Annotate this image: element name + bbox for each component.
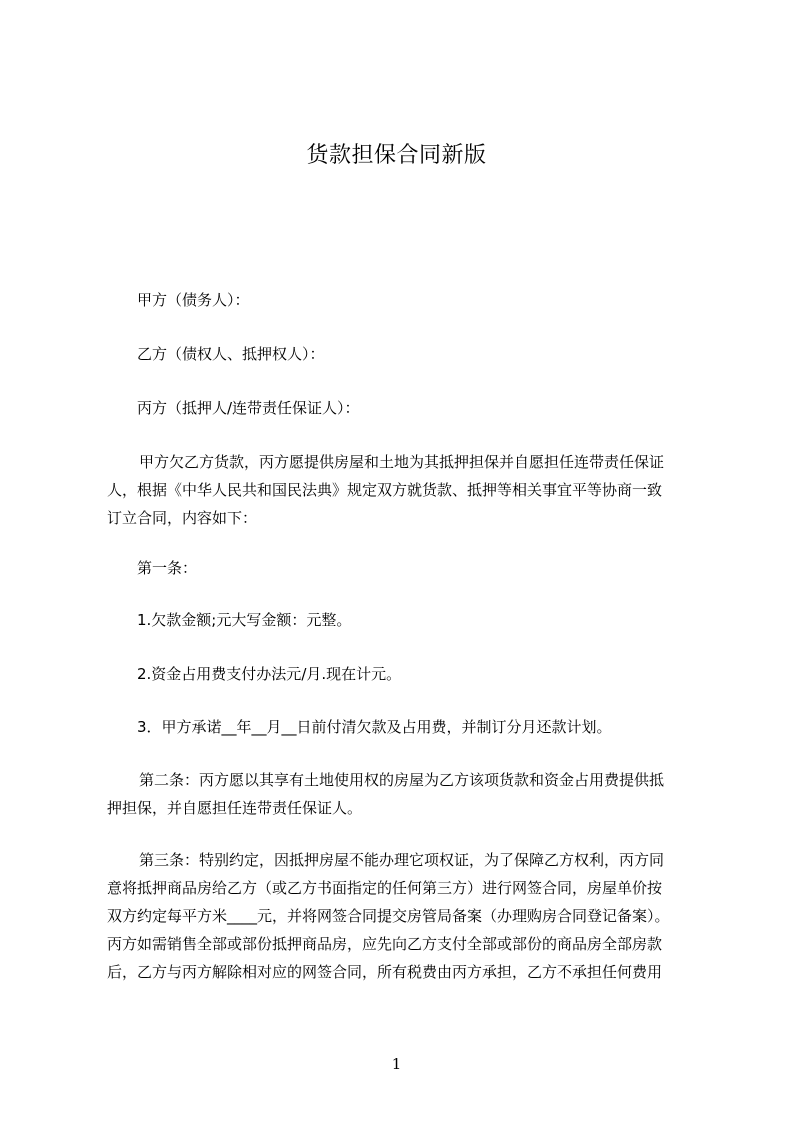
article-3-paragraph	[107, 846, 697, 986]
item-1-text: 1.欠款金额;元大写金额：元整。	[137, 611, 352, 629]
article-2-line-2: 押担保，并自愿担任连带责任保证人。	[107, 799, 363, 817]
party-a-line	[107, 286, 697, 314]
intro-line-1: 甲方欠乙方货款，丙方愿提供房屋和土地为其抵押担保并自愿担任连带责任保证	[139, 453, 665, 471]
article-2-paragraph	[107, 766, 697, 822]
document-title: 货款担保合同新版	[306, 143, 487, 168]
intro-paragraph	[107, 448, 697, 532]
article-1-heading-text: 第一条：	[137, 559, 198, 577]
article-3-line-1: 第三条：特别约定，因抵押房屋不能办理它项权证，为了保障乙方权利，丙方同	[139, 851, 665, 869]
intro-line-3: 订立合同，内容如下：	[107, 509, 258, 527]
party-b-line	[107, 340, 697, 368]
article-2-line-1: 第二条：丙方愿以其享有土地使用权的房屋为乙方该项货款和资金占用费提供抵	[139, 771, 665, 789]
intro-line-2: 人，根据《中华人民共和国民法典》规定双方就货款、抵押等相关事宜平等协商一致	[107, 481, 663, 499]
item-1	[107, 606, 697, 634]
item-2	[107, 660, 697, 688]
party-c-text: 丙方（抵押人/连带责任保证人）：	[137, 399, 360, 417]
party-a-text: 甲方（债务人）：	[137, 291, 250, 309]
article-1-heading	[107, 554, 697, 582]
page-number: 1	[391, 1055, 402, 1073]
article-3-line-5: 后，乙方与丙方解除相对应的网签合同，所有税费由丙方承担，乙方不承担任何费用	[107, 963, 663, 981]
article-3-line-3: 双方约定每平方米____元，并将网签合同提交房管局备案（办理购房合同登记备案）。	[107, 907, 670, 925]
item-3-text: 3．甲方承诺__年__月__日前付清欠款及占用费，并制订分月还款计划。	[137, 718, 612, 736]
article-3-line-2: 意将抵押商品房给乙方（或乙方书面指定的任何第三方）进行网签合同，房屋单价按	[107, 879, 663, 897]
item-3	[107, 713, 697, 741]
party-c-line	[107, 394, 697, 422]
article-3-line-4: 丙方如需销售全部或部份抵押商品房，应先向乙方支付全部或部份的商品房全部房款	[107, 935, 663, 953]
item-2-text: 2.资金占用费支付办法元/月.现在计元。	[137, 665, 402, 683]
party-b-text: 乙方（债权人、抵押权人）：	[137, 345, 325, 363]
